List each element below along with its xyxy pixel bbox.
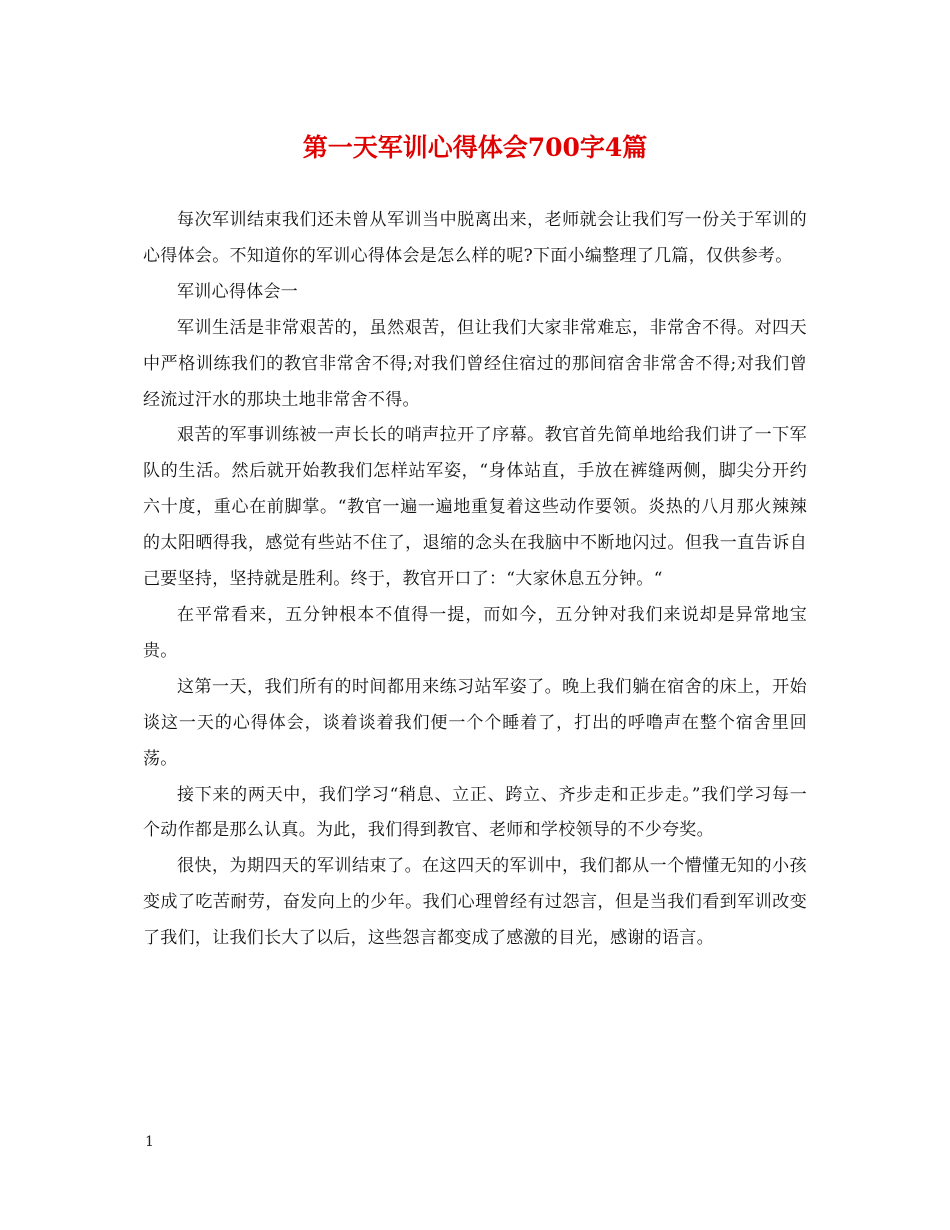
paragraph: 军训生活是非常艰苦的，虽然艰苦，但让我们大家非常难忘，非常舍不得。对四天中严格训练我们的教官非常舍不得;对我们曾经住宿过的那间宿舍非常舍不得;对我们曾经流过汗水的那块土地非常舍不得。	[143, 317, 807, 410]
document-title: 第一天军训心得体会700字4篇	[302, 133, 648, 162]
page-number: 1	[145, 1134, 154, 1150]
paragraph: 这第一天，我们所有的时间都用来练习站军姿了。晚上我们躺在宿舍的床上，开始谈这一天的心得体会，谈着谈着我们便一个个睡着了，打出的呼噜声在整个宿舍里回荡。	[143, 676, 807, 769]
paragraph: 艰苦的军事训练被一声长长的哨声拉开了序幕。教官首先简单地给我们讲了一下军队的生活。然后就开始教我们怎样站军姿，“身体站直，手放在裤缝两侧，脚尖分开约六十度，重心在前脚掌。“教官一遍一遍地重复着这些动作要领。炎热的八月那火辣辣的太阳晒得我，感觉有些站不住了，退缩的念头在我脑中不断地闪过。但我一直告诉自己要坚持，坚持就是胜利。终于，教官开口了：“大家休息五分钟。“	[143, 425, 807, 590]
paragraph: 在平常看来，五分钟根本不值得一提，而如今，五分钟对我们来说却是异常地宝贵。	[143, 604, 807, 661]
document-body	[143, 203, 807, 957]
paragraph: 很快，为期四天的军训结束了。在这四天的军训中，我们都从一个懵懂无知的小孩变成了吃苦耐劳，奋发向上的少年。我们心理曾经有过怨言，但是当我们看到军训改变了我们，让我们长大了以后，这些怨言都变成了感激的目光，感谢的语言。	[143, 856, 807, 949]
paragraph: 接下来的两天中，我们学习“稍息、立正、跨立、齐步走和正步走。”我们学习每一个动作都是那么认真。为此，我们得到教官、老师和学校领导的不少夸奖。	[143, 784, 807, 841]
paragraph-intro: 每次军训结束我们还未曾从军训当中脱离出来，老师就会让我们写一份关于军训的心得体会。不知道你的军训心得体会是怎么样的呢?下面小编整理了几篇，仅供参考。	[143, 210, 807, 266]
section-heading: 军训心得体会一	[177, 281, 299, 302]
